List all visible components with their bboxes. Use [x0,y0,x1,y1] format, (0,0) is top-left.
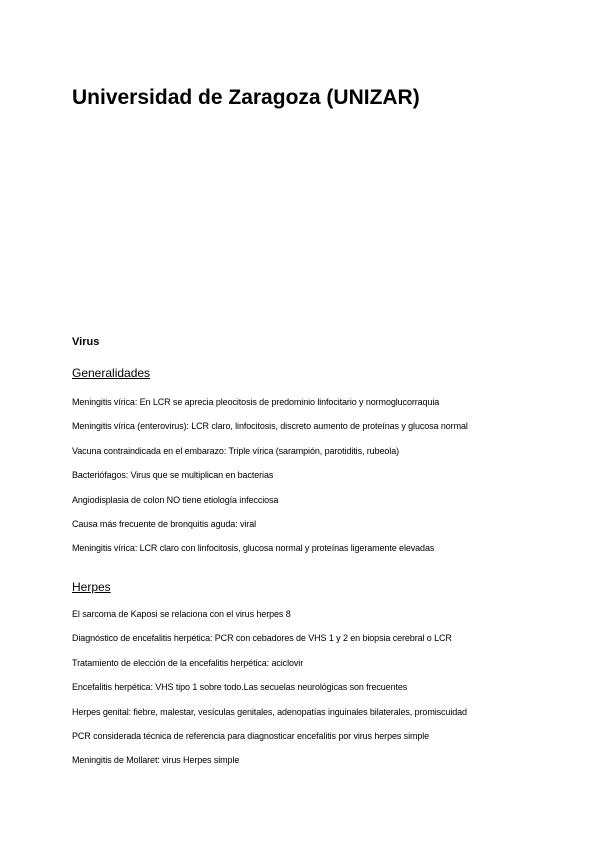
herpes-list [72,608,467,779]
list-item: Angiodisplasia de colon NO tiene etiología infecciosa [72,494,279,505]
subsection-heading-generalidades: Generalidades [72,366,151,380]
list-item: Tratamiento de elección de la encefalitis herpética: aciclovir [72,657,304,668]
list-item: Meningitis vírica: LCR claro con linfocitosis, glucosa normal y proteínas ligeramente elevadas [72,543,435,554]
list-item: Herpes genital: fiebre, malestar, vesículas genitales, adenopatías inguinales bilaterales, promiscuidad [72,706,467,717]
document-title: Universidad de Zaragoza (UNIZAR) [72,86,420,109]
list-item: Causa más frecuente de bronquitis aguda: viral [72,518,257,529]
list-item: Meningitis vírica: En LCR se aprecia pleocitosis de predominio linfocitario y normoglucorraquia [72,397,440,407]
subsection-heading-herpes: Herpes [72,580,111,594]
list-item: Vacuna contraindicada en el embarazo: Triple vírica (sarampión, parotiditis, rubeola) [72,445,400,456]
generalidades-list [72,396,468,567]
list-item: PCR considerada técnica de referencia para diagnosticar encefalitis por virus herpes simple [72,730,430,741]
list-item: Diagnóstico de encefalitis herpética: PCR con cebadores de VHS 1 y 2 en biopsia cerebral o LCR [72,633,452,644]
list-item: Encefalitis herpética: VHS tipo 1 sobre todo.Las secuelas neurológicas son frecuentes [72,682,408,693]
list-item: El sarcoma de Kaposi se relaciona con el virus herpes 8 [72,609,291,619]
list-item: Meningitis vírica (enterovirus): LCR claro, linfocitosis, discreto aumento de proteínas y glucosa normal [72,421,468,432]
list-item: Bacteriófagos: Virus que se multiplican en bacterias [72,470,274,481]
section-heading-virus: Virus [72,336,100,348]
list-item: Meningitis de Mollaret: virus Herpes simple [72,755,240,766]
